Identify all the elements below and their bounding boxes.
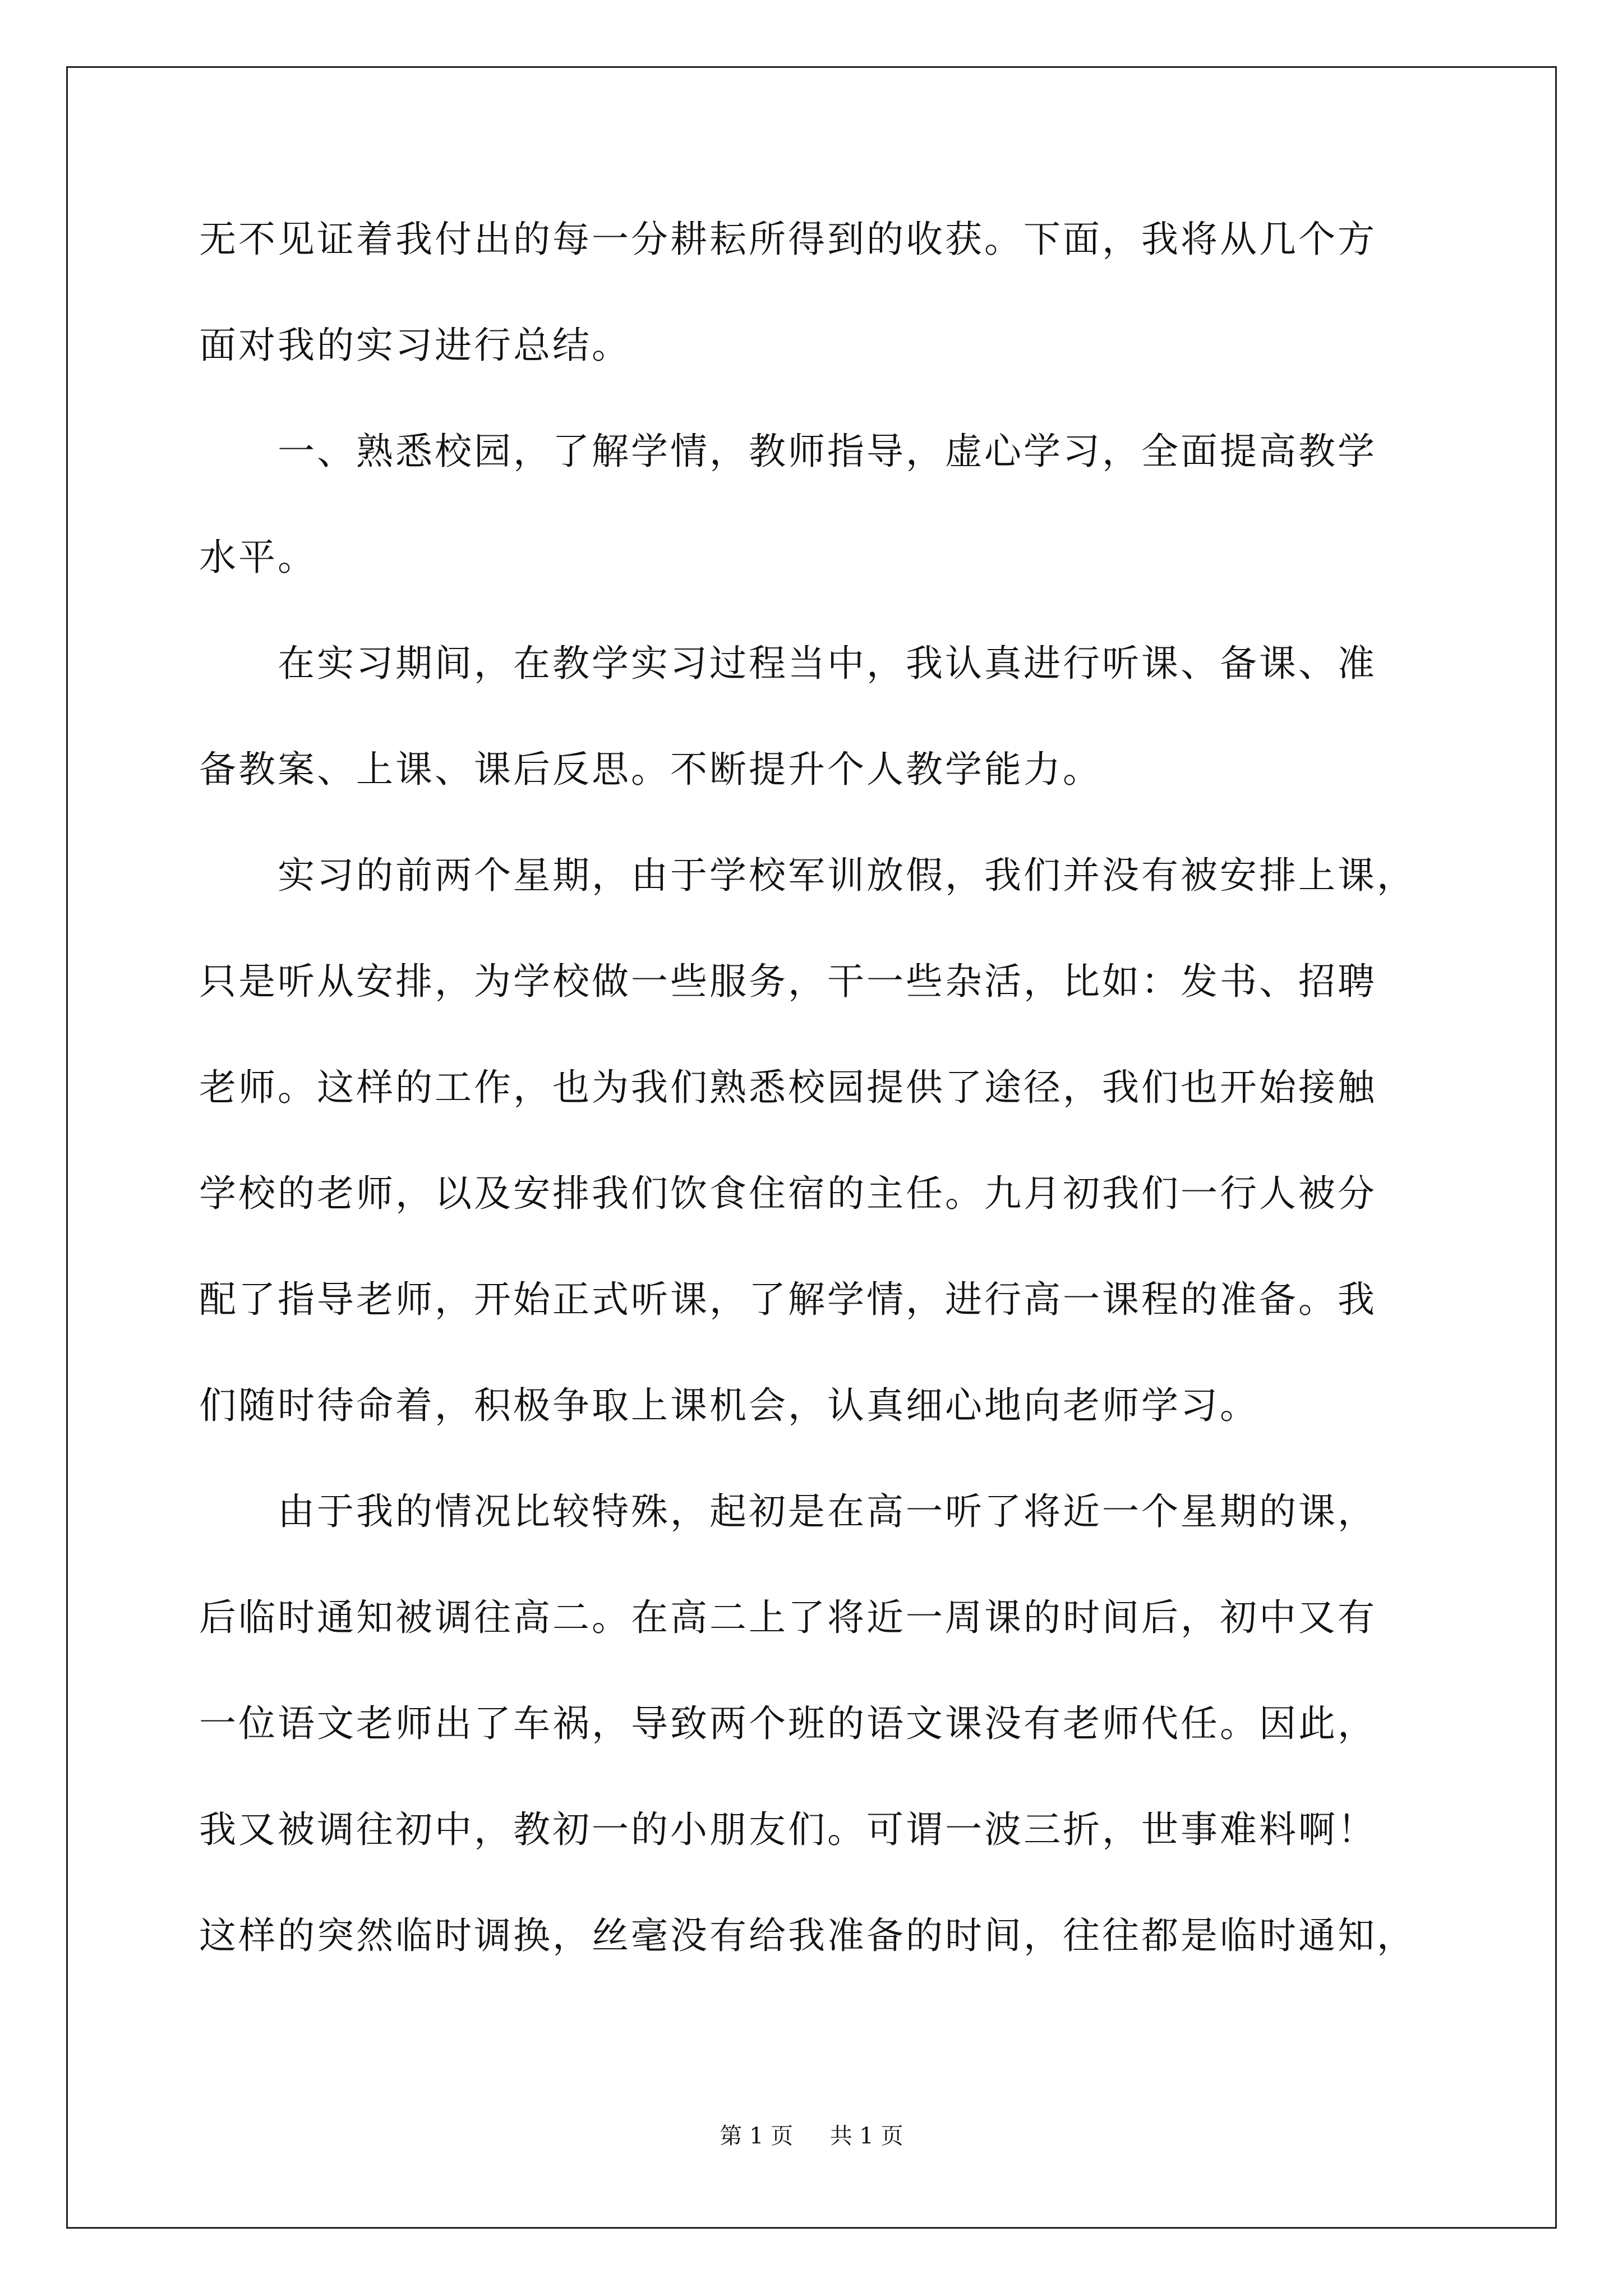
page-number-total: 共 1 页 (829, 2123, 903, 2149)
text-line: 一位语文老师出了车祸，导致两个班的语文课没有老师代任。因此， (199, 1702, 1377, 1745)
document-body (199, 218, 1455, 2023)
text-line: 水平。 (199, 536, 317, 579)
text-line: 老师。这样的工作，也为我们熟悉校园提供了途径，我们也开始接触 (199, 1066, 1377, 1109)
page-number-current: 第 1 页 (720, 2123, 794, 2149)
text-line: 们随时待命着，积极争取上课机会，认真细心地向老师学习。 (199, 1384, 1259, 1427)
text-line: 这样的突然临时调换，丝毫没有给我准备的时间，往往都是临时通知， (199, 1914, 1416, 1957)
text-line: 无不见证着我付出的每一分耕耘所得到的收获。下面，我将从几个方 (199, 218, 1377, 261)
text-line: 在实习期间，在教学实习过程当中，我认真进行听课、备课、准 (199, 642, 1377, 685)
text-line: 我又被调往初中，教初一的小朋友们。可谓一波三折，世事难料啊！ (199, 1808, 1377, 1851)
text-line: 只是听从安排，为学校做一些服务，干一些杂活，比如：发书、招聘 (199, 960, 1377, 1003)
text-line: 一、熟悉校园，了解学情，教师指导，虚心学习，全面提高教学 (199, 430, 1377, 473)
text-line: 备教案、上课、课后反思。不断提升个人教学能力。 (199, 748, 1102, 791)
page-footer (0, 2125, 1623, 2147)
text-line: 实习的前两个星期，由于学校军训放假，我们并没有被安排上课， (199, 854, 1416, 897)
text-line: 后临时通知被调往高二。在高二上了将近一周课的时间后，初中又有 (199, 1596, 1377, 1639)
text-line: 面对我的实习进行总结。 (199, 324, 631, 367)
text-line: 配了指导老师，开始正式听课，了解学情，进行高一课程的准备。我 (199, 1278, 1377, 1321)
text-line: 由于我的情况比较特殊，起初是在高一听了将近一个星期的课， (199, 1490, 1377, 1533)
text-line: 学校的老师，以及安排我们饮食住宿的主任。九月初我们一行人被分 (199, 1172, 1377, 1215)
